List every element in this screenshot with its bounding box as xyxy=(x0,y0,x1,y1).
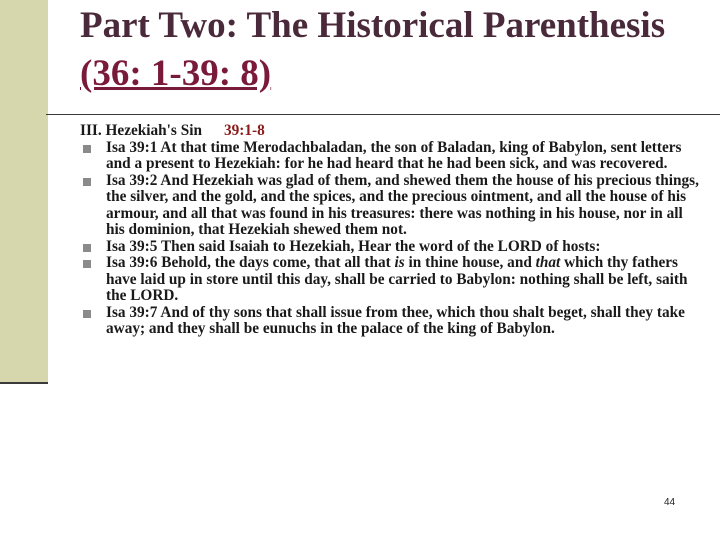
square-bullet-icon xyxy=(83,145,91,153)
slide-title xyxy=(80,2,700,98)
verse-italic-word: that xyxy=(535,254,561,271)
verse-text: Isa 39:2 And Hezekiah was glad of them, and shewed them the house of his precious things, the silver, and the gold, and the spices, and the precious ointment, and all the house of his armour, and all that was found in his treasures: there was nothing in his house, nor in all his dominion, that Hezekiah shewed them not. xyxy=(106,171,699,238)
verse-text-part: Isa 39:6 Behold, the days come, that all that xyxy=(106,254,395,271)
left-accent-bar xyxy=(0,0,48,382)
square-bullet-icon xyxy=(83,178,91,186)
square-bullet-icon xyxy=(83,260,91,268)
verse-italic-word: is xyxy=(394,254,405,271)
verse-text: Isa 39:5 Then said Isaiah to Hezekiah, Hear the word of the LORD of hosts: xyxy=(106,237,601,255)
square-bullet-icon xyxy=(83,244,91,252)
list-item xyxy=(80,239,700,256)
title-main: Part Two: The Historical Parenthesis xyxy=(80,5,666,46)
page-number: 44 xyxy=(664,497,676,508)
list-item xyxy=(80,140,700,173)
left-accent-rule xyxy=(0,382,48,384)
title-reference-link[interactable]: (36: 1-39: 8) xyxy=(80,53,272,94)
section-heading xyxy=(80,123,700,140)
square-bullet-icon xyxy=(83,310,91,318)
verse-text: Isa 39:7 And of thy sons that shall issue from thee, which thou shalt beget, shall they take away; and they shall be eunuchs in the palace of the king of Babylon. xyxy=(106,303,685,337)
verse-list xyxy=(80,140,700,338)
verse-text: Isa 39:1 At that time Merodachbaladan, the son of Baladan, king of Babylon, sent letters and a present to Hezekiah: for he had heard that he had been sick, and was recovered. xyxy=(106,138,682,172)
verse-text-part: which thy fathers have laid up in store until this day, shall be carried to Babylon: nothing shall be left, saith the LORD. xyxy=(106,254,688,304)
list-item xyxy=(80,173,700,239)
section-reference: 39:1-8 xyxy=(223,122,265,139)
verse-text-part: in thine house, and xyxy=(404,254,536,271)
list-item xyxy=(80,305,700,338)
slide-content xyxy=(80,123,700,338)
list-item xyxy=(80,255,700,305)
section-heading-text: III. Hezekiah's Sin xyxy=(80,122,202,139)
title-divider xyxy=(46,114,720,115)
